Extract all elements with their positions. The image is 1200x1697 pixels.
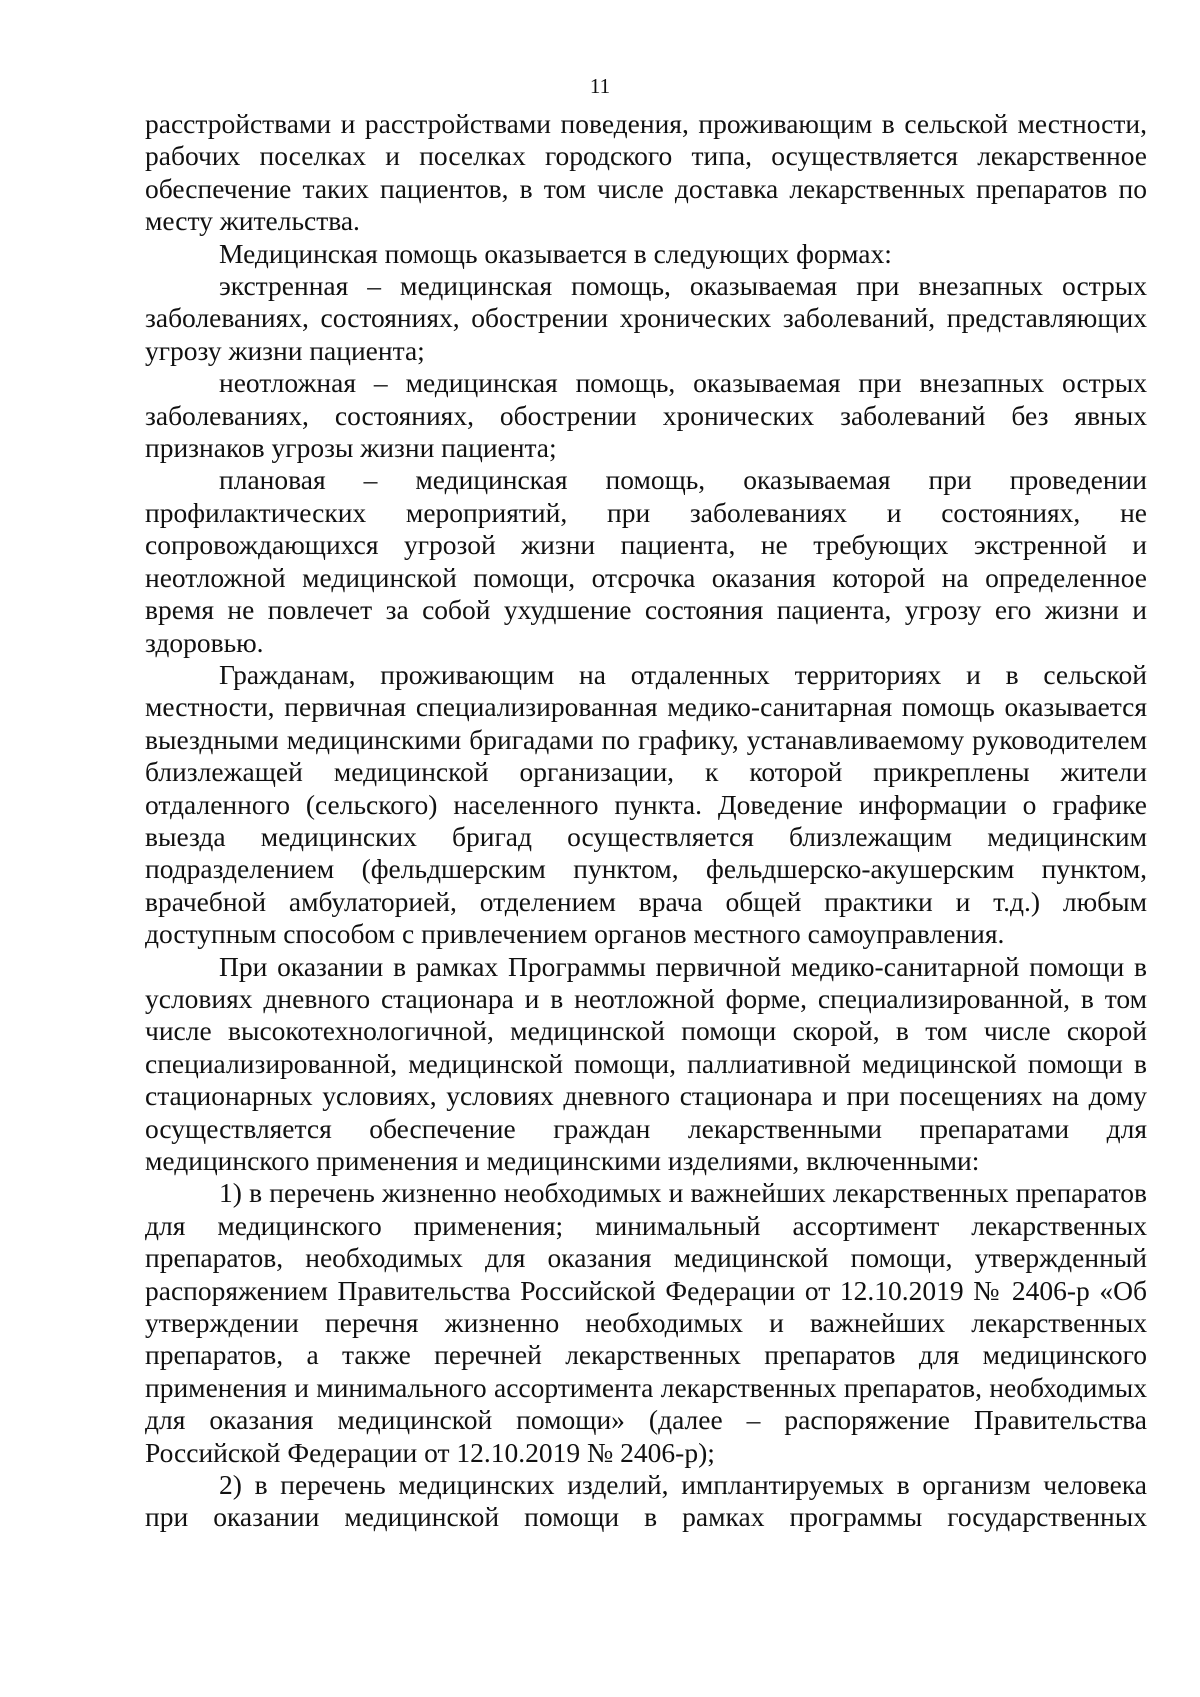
- document-body: [145, 108, 1147, 1534]
- page-number: 11: [589, 74, 611, 98]
- paragraph-drug-provision: При оказании в рамках Программы первичной медико-санитарной помощи в условиях дневного стационара и в неотложной форме, специализированной, в том числе высокотехнологичной, медицинской помощи скорой, в том числе скорой специализированной, медицинской помощи, паллиативной медицинской помощи в стационарных условиях, условиях дневного стационара и при посещениях на дому осуществляется обеспечение граждан лекарственными препаратами для медицинского применения и медицинскими изделиями, включенными:: [145, 950, 1147, 1176]
- paragraph-remote-territories: Гражданам, проживающим на отдаленных территориях и в сельской местности, первичная специализированная медико-санитарная помощь оказывается выездными медицинскими бригадами по графику, устанавливаемому руководителем близлежащей медицинской организации, к которой прикреплены жители отдаленного (сельского) населенного пункта. Доведение информации о графике выезда медицинских бригад осуществляется близлежащим медицинским подразделением (фельдшерским пунктом, фельдшерско-акушерским пунктом, врачебной амбулаторией, отделением врача общей практики и т.д.) любым доступным способом с привлечением органов местного самоуправления.: [145, 658, 1147, 950]
- paragraph-emergency-form: экстренная – медицинская помощь, оказываемая при внезапных острых заболеваниях, состояниях, обострении хронических заболеваний, представляющих угрозу жизни пациента;: [145, 270, 1147, 366]
- paragraph-forms-intro: Медицинская помощь оказывается в следующих формах:: [219, 237, 892, 269]
- paragraph-continuation: расстройствами и расстройствами поведения, проживающим в сельской местности, рабочих поселках и поселках городского типа, осуществляется лекарственное обеспечение таких пациентов, в том числе доставка лекарственных препаратов по месту жительства.: [145, 108, 1147, 237]
- list-item-1: 1) в перечень жизненно необходимых и важнейших лекарственных препаратов для медицинского применения; минимальный ассортимент лекарственных препаратов, необходимых для оказания медицинской помощи, утвержденный распоряжением Правительства Российской Федерации от 12.10.2019 № 2406-р «Об утверждении перечня жизненно необходимых и важнейших лекарственных препаратов, а также перечней лекарственных препаратов для медицинского применения и минимального ассортимента лекарственных препаратов, необходимых для оказания медицинской помощи» (далее – распоряжение Правительства Российской Федерации от 12.10.2019 № 2406-р);: [145, 1177, 1147, 1468]
- list-item-2: 2) в перечень медицинских изделий, имплантируемых в организм человека при оказании медицинской помощи в рамках программы государственных: [145, 1469, 1147, 1533]
- paragraph-urgent-form: неотложная – медицинская помощь, оказываемая при внезапных острых заболеваниях, состояниях, обострении хронических заболеваний без явных признаков угрозы жизни пациента;: [145, 367, 1147, 464]
- paragraph-planned-form: плановая – медицинская помощь, оказываемая при проведении профилактических мероприятий, при заболеваниях и состояниях, не сопровождающихся угрозой жизни пациента, не требующих экстренной и неотложной медицинской помощи, отсрочка оказания которой на определенное время не повлечет за собой ухудшение состояния пациента, угрозу его жизни и здоровью.: [145, 464, 1147, 658]
